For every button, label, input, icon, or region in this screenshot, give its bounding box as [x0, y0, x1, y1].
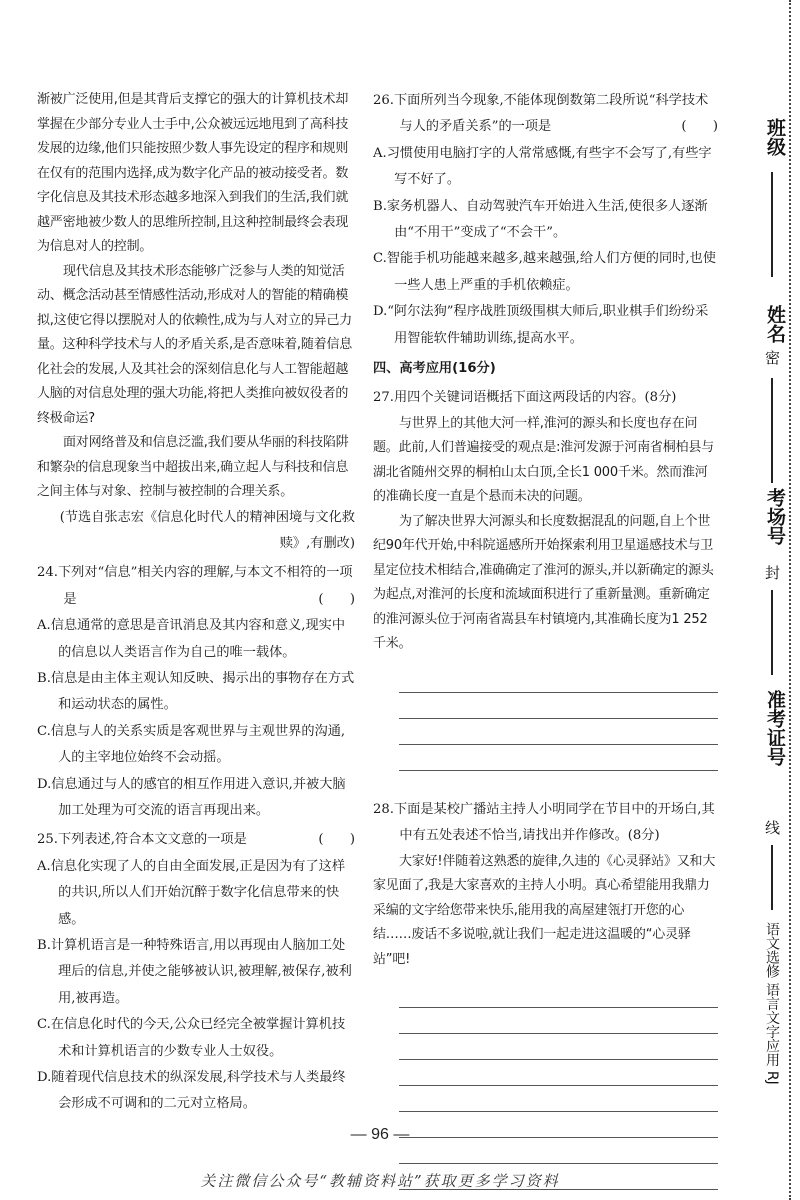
option-a: A.信息通常的意思是音讯消息及其内容和意义,现实中的信息以人类语言作为自己的唯一载体。 [37, 618, 346, 660]
answer-bracket: ( ) [318, 591, 355, 607]
option-b: B.信息是由主体主观认知反映、揭示出的事物存在方式和运动状态的属性。 [37, 670, 355, 713]
passage-paragraph: 渐被广泛使用,但是其背后支撑它的强大的计算机技术却掌握在少部分专业人士手中,公众被远远地甩到了高科技发展的边缘,他们只能按照少数人事先设定的程序和规则在仅有的范围内选择,成为数字化产品的被动接受者。数字化信息及其技术形态越多地深入到我们的生活,我们就越严密地被少数人的思维所控制,且这种控制最终会表现为信息对人的控制。 [37, 92, 349, 254]
cut-line [789, 0, 791, 1200]
question-stem: 27.用四个关键词语概括下面这两段话的内容。(8分) [373, 390, 677, 406]
answer-line[interactable] [399, 1086, 718, 1112]
answer-lines[interactable] [399, 982, 718, 1190]
question-stem: 28.下面是某校广播站主持人小明同学在节目中的开场白,其中有五处表述不恰当,请找出并作修改。(8分) [373, 801, 715, 844]
answer-line[interactable] [399, 1060, 718, 1086]
answer-bracket: ( ) [318, 832, 355, 848]
question-25 [37, 827, 355, 1117]
answer-line[interactable] [399, 1008, 718, 1034]
fill-line[interactable] [771, 378, 773, 483]
answer-line[interactable] [399, 745, 718, 771]
footer-note: 关注微信公众号“教辅资料站”获取更多学习资料 [200, 1172, 560, 1190]
page-number: — 96 — [350, 1126, 410, 1143]
question-24 [37, 560, 355, 824]
answer-lines[interactable] [399, 667, 718, 771]
seal-mark: 封 [763, 565, 781, 580]
answer-line[interactable] [399, 1034, 718, 1060]
seal-mark: 密 [763, 350, 781, 365]
option-a: A.信息化实现了人的自由全面发展,正是因为有了这样的共识,所以人们开始沉醉于数字化信息带来的快感。 [37, 858, 346, 927]
passage-paragraph: 面对网络普及和信息泛滥,我们要从华丽的科技陷阱和繁杂的信息现象当中超拔出来,确立起人与科技和信息之间主体与对象、控制与被控制的合理关系。 [37, 435, 349, 499]
option-b: B.计算机语言是一种特殊语言,用以再现由人脑加工处理后的信息,并使之能够被认识,被理解,被保存,被利用,被再造。 [37, 938, 352, 1006]
option-d: D.信息通过与人的感官的相互作用进入意识,并被大脑加工处理为可交流的语言再现出来。 [37, 776, 346, 818]
admission-number-label: 准考证号 [764, 690, 786, 766]
fill-line[interactable] [771, 590, 773, 675]
answer-line[interactable] [399, 719, 718, 745]
option-b: B.家务机器人、自动驾驶汽车开始进入生活,使很多人逐渐由“不用干”变成了“不会干”。 [373, 198, 708, 241]
question-stem: 24.下列对“信息”相关内容的理解,与本文不相符的一项是 [37, 565, 353, 607]
option-c: C.在信息化时代的今天,公众已经完全被掌握计算机技术和计算机语言的少数专业人士奴役。 [37, 1017, 346, 1059]
section-heading: 四、高考应用(16分) [373, 361, 496, 377]
fill-line[interactable] [771, 172, 773, 277]
option-d: D.“阿尔法狗”程序战胜顶级围棋大师后,职业棋手们纷纷采用智能软件辅助训练,提高水平。 [373, 304, 709, 346]
book-note: 语文选修 语言文字应用 RJ [764, 922, 780, 1085]
seal-mark: 线 [763, 820, 781, 835]
answer-line[interactable] [399, 667, 718, 693]
name-label: 姓名 [764, 305, 786, 343]
material-paragraph: 为了解决世界大河源头和长度数据混乱的问题,自上个世纪90年代开始,中科院遥感所开始探索利用卫星遥感技术与卫星定位技术相结合,准确确定了淮河的源头,并以新确定的源头为起点,对淮河的长度和流域面积进行了重新量测。重新确定的淮河源头位于河南省嵩县车村镇境内,其准确长度为1 252千米。 [373, 513, 714, 652]
question-26 [373, 88, 718, 352]
left-column [37, 88, 355, 1118]
class-label: 班级 [764, 118, 786, 156]
passage-paragraph: 现代信息及其技术形态能够广泛参与人类的知觉活动、概念活动甚至情感性活动,形成对人的智能的精确模拟,这使它得以摆脱对人的依赖性,成为与人对立的异己力量。这种科学技术与人的矛盾关系,是否意味着,随着信息化社会的发展,人及其社会的深刻信息化与人工智能超越人脑的对信息处理的强大功能,将把人类推向被奴役者的终极命运? [37, 263, 353, 426]
answer-bracket: ( ) [681, 119, 718, 135]
material-paragraph: 与世界上的其他大河一样,淮河的源头和长度也存在问题。此前,人们普遍接受的观点是:淮河发源于河南省桐柏县与湖北省随州交界的桐柏山太白顶,全长1 000千米。然而淮河的准确长度一直是个悬而未决的问题。 [373, 415, 714, 505]
fill-line[interactable] [771, 845, 773, 910]
right-column [373, 88, 718, 1190]
option-d: D.随着现代信息技术的纵深发展,科学技术与人类最终会形成不可调和的二元对立格局。 [37, 1070, 346, 1112]
option-c: C.智能手机功能越来越多,越来越强,给人们方便的同时,也使一些人患上严重的手机依赖症。 [373, 251, 716, 293]
answer-line[interactable] [399, 693, 718, 719]
question-27 [373, 385, 718, 770]
question-stem: 26.下面所列当今现象,不能体现倒数第二段所说“科学技术与人的矛盾关系”的一项是 [373, 93, 709, 135]
material-paragraph: 大家好!伴随着这熟悉的旋律,久违的《心灵驿站》又和大家见面了,我是大家喜欢的主持人小明。真心希望能用我鼎力采编的文字给您带来快乐,能用我的高屋建瓴打开您的心结……废话不多说啦,就让我们一起走进这温暖的“心灵驿站”吧! [373, 853, 716, 967]
passage-source: (节选自张志宏《信息化时代人的精神困境与文化救赎》,有删改) [59, 509, 355, 551]
option-a: A.习惯使用电脑打字的人常常感慨,有些字不会写了,有些字写不好了。 [373, 145, 712, 188]
answer-line[interactable] [399, 982, 718, 1008]
exam-room-label: 考场号 [764, 488, 786, 545]
question-stem: 25.下列表述,符合本文文意的一项是 [37, 832, 247, 848]
option-c: C.信息与人的关系实质是客观世界与主观世界的沟通,人的主宰地位始终不会动摇。 [37, 723, 346, 766]
